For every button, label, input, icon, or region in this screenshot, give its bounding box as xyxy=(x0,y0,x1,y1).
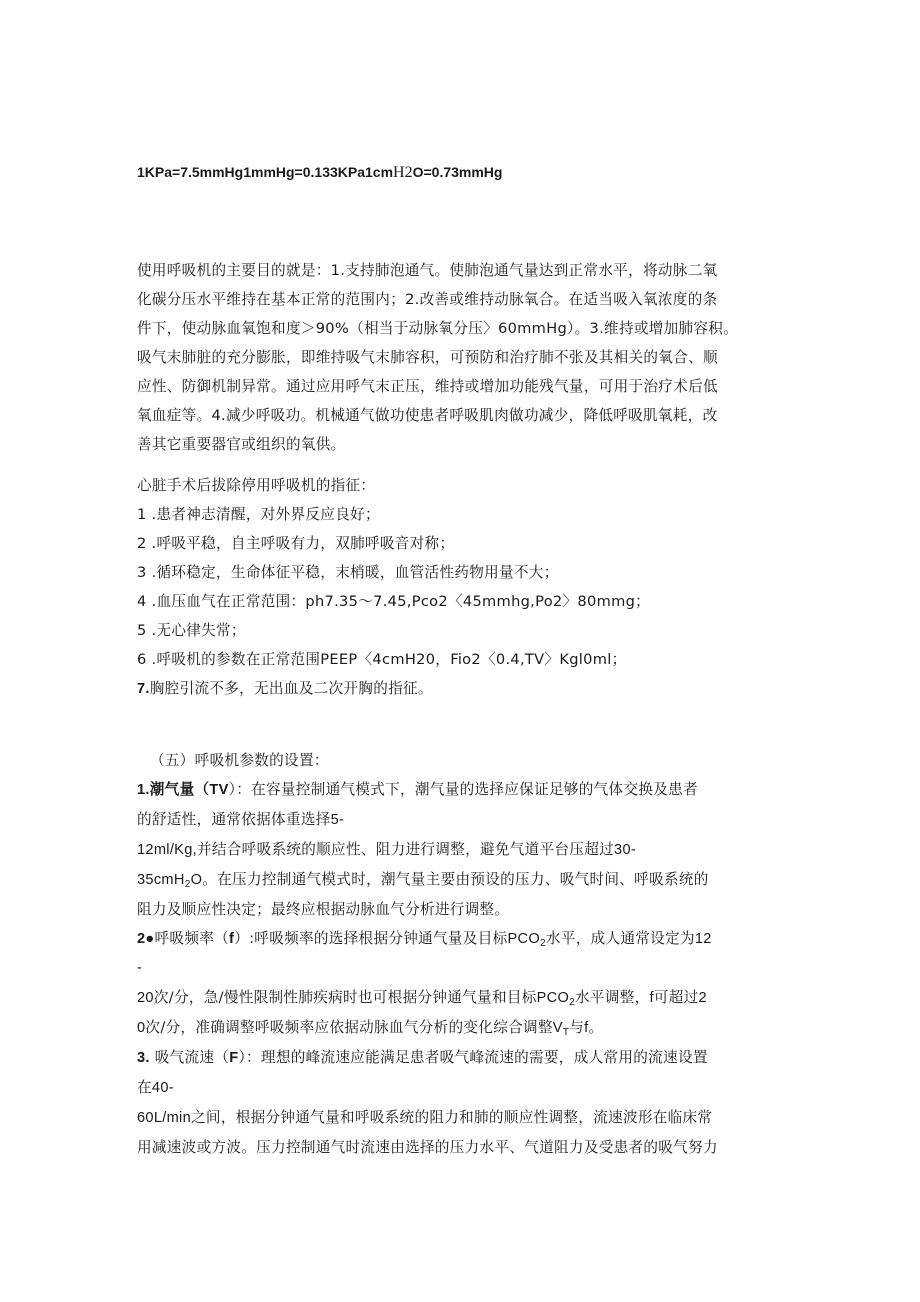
formula-part-1: 1KPa=7.5mmHg1mmHg=0.133KPa1cm xyxy=(137,164,394,180)
item-text: 的舒适性，通常依据体重选择 xyxy=(137,811,331,828)
list-item: 3 .循环稳定，生命体征平稳，末梢暖，血管活性药物用量不大； xyxy=(137,564,559,581)
inspiratory-flow-line xyxy=(137,1073,787,1103)
item-text: 水平，成人通常设定为 xyxy=(545,930,695,947)
list-item: 1 .患者神志清醒，对外界反应良好； xyxy=(137,506,380,523)
paragraph-line: 应性、防御机制异常。通过应用呼气末正压，维持或增加功能残气量，可用于治疗术后低 xyxy=(137,378,718,395)
item-name: 吸气流速（ xyxy=(154,1049,230,1066)
item-text: 12ml/Kg, xyxy=(137,842,197,858)
item-text: PCO xyxy=(536,990,570,1006)
paragraph-line: 化碳分压水平维持在基本正常的范围内；2.改善或维持动脉氧合。在适当吸入氧浓度的条 xyxy=(137,291,718,308)
item-number: 3. xyxy=(137,1050,150,1066)
item-name: 呼吸频率（ xyxy=(154,930,230,947)
item-text: 胸腔引流不多，无出血及二次开胸的指征。 xyxy=(149,680,433,697)
item-number: 7. xyxy=(137,681,150,697)
ventilator-settings-section xyxy=(137,746,787,1162)
item-text: ）:呼吸频率的选择根据分钟通气量及目标 xyxy=(234,930,508,947)
paragraph-line: 使用呼吸机的主要目的就是：1.支持肺泡通气。使肺泡通气量达到正常水平，将动脉二氧 xyxy=(137,262,718,279)
item-name: 潮气量（ xyxy=(149,782,210,798)
paragraph-line: 善其它重要器官或组织的氧供。 xyxy=(137,436,346,453)
list-item xyxy=(137,674,787,704)
formula-part-2: H2 xyxy=(393,164,413,181)
subscript: 2 xyxy=(540,938,546,949)
inspiratory-flow-line xyxy=(137,1043,787,1073)
item-text: 20 xyxy=(137,990,154,1006)
list-item: 4 .血压血气在正常范围：ph7.35～7.45,Pco2〈45mmhg,Po2〉80mmg； xyxy=(137,593,651,610)
tidal-volume-line xyxy=(137,805,787,835)
item-text: f。 xyxy=(584,1020,604,1036)
item-text: ）：理想的峰流速应能满足患者吸气峰流速的需要，成人常用的流速设置 xyxy=(238,1049,708,1066)
respiratory-rate-line: - xyxy=(137,960,143,976)
item-text: 之间，根据分钟通气量和呼吸系统的阻力和肺的顺应性调整，流速波形在临床常 xyxy=(191,1109,713,1126)
item-number: 1. xyxy=(137,782,150,798)
section-heading: （五）呼吸机参数的设置： xyxy=(150,752,329,769)
list-item: 5 .无心律失常； xyxy=(137,622,246,639)
respiratory-rate-line xyxy=(137,983,787,1013)
ventilator-purpose-paragraph xyxy=(137,256,787,459)
weaning-indications-list xyxy=(137,471,787,704)
respiratory-rate-line xyxy=(137,1013,787,1043)
unit-conversion-formula xyxy=(137,162,502,183)
item-text: 水平调整， xyxy=(575,989,650,1006)
paragraph-line: 吸气末肺脏的充分膨胀，即维持吸气末肺容积，可预防和治疗肺不张及其相关的氧合、顺 xyxy=(137,349,718,366)
item-text: ）：在容量控制通气模式下，潮气量的选择应保证足够的气体交换及患者 xyxy=(228,781,698,798)
item-text: 12 xyxy=(694,931,712,947)
inspiratory-flow-line: 用减速波或方波。压力控制通气时流速由选择的压力水平、气道阻力及受患者的吸气努力 xyxy=(137,1139,718,1156)
item-text: 并结合呼吸系统的顺应性、阻力进行调整，避免气道平台压超过 xyxy=(197,841,615,858)
paragraph-line: 氧血症等。4.减少呼吸功。机械通气做功使患者呼吸肌肉做功减少，降低呼吸肌氧耗，改 xyxy=(137,407,718,424)
item-text: V xyxy=(552,1020,563,1036)
item-text: 次/分，准确调整呼吸频率应依据动脉血气分析的变化综合调整 xyxy=(145,1019,553,1036)
formula-part-3: O=0.73mmHg xyxy=(412,164,503,180)
indications-title: 心脏手术后拔除停用呼吸机的指征： xyxy=(137,477,376,494)
item-text: 次/分，急/慢性限制性肺疾病时也可根据分钟通气量和目标 xyxy=(153,989,537,1006)
item-text: 40- xyxy=(151,1080,174,1096)
list-item: 6 .呼吸机的参数在正常范围PEEP〈4cmH20，Fio2〈0.4,TV〉Kgl0ml； xyxy=(137,651,627,668)
tidal-volume-line xyxy=(137,865,787,895)
item-text: 5- xyxy=(330,812,345,828)
item-text: f可超过2 xyxy=(649,990,707,1006)
tidal-volume-line xyxy=(137,835,787,865)
list-item: 2 .呼吸平稳，自主呼吸有力，双肺呼吸音对称； xyxy=(137,535,455,552)
paragraph-line: 件下，使动脉血氧饱和度＞90%（相当于动脉氧分压〉60mmHg）。3.维持或增加肺容积。 xyxy=(137,320,739,337)
tidal-volume-line xyxy=(137,775,787,805)
subscript: 2 xyxy=(569,997,576,1008)
item-text: 。在压力控制通气模式时，潮气量主要由预设的压力、吸气时间、呼吸系统的 xyxy=(202,871,709,888)
respiratory-rate-line xyxy=(137,924,787,954)
item-text: O xyxy=(190,872,203,888)
item-text: 35cmH xyxy=(137,872,185,888)
item-text: PCO xyxy=(507,931,541,947)
item-text: 30- xyxy=(614,842,637,858)
subscript: T xyxy=(562,1027,570,1038)
item-text: 0 xyxy=(137,1020,146,1036)
inspiratory-flow-line xyxy=(137,1103,787,1133)
subscript: 2 xyxy=(184,879,191,890)
item-abbr: F xyxy=(229,1050,239,1066)
item-text: 60L/min xyxy=(137,1110,192,1126)
item-abbr: TV xyxy=(209,782,229,798)
item-number: 2● xyxy=(137,931,155,947)
tidal-volume-line: 阻力及顺应性决定；最终应根据动脉血气分析进行调整。 xyxy=(137,901,510,918)
item-text: 与 xyxy=(569,1019,585,1036)
item-abbr: f xyxy=(229,931,235,947)
item-text: 在 xyxy=(137,1079,152,1096)
